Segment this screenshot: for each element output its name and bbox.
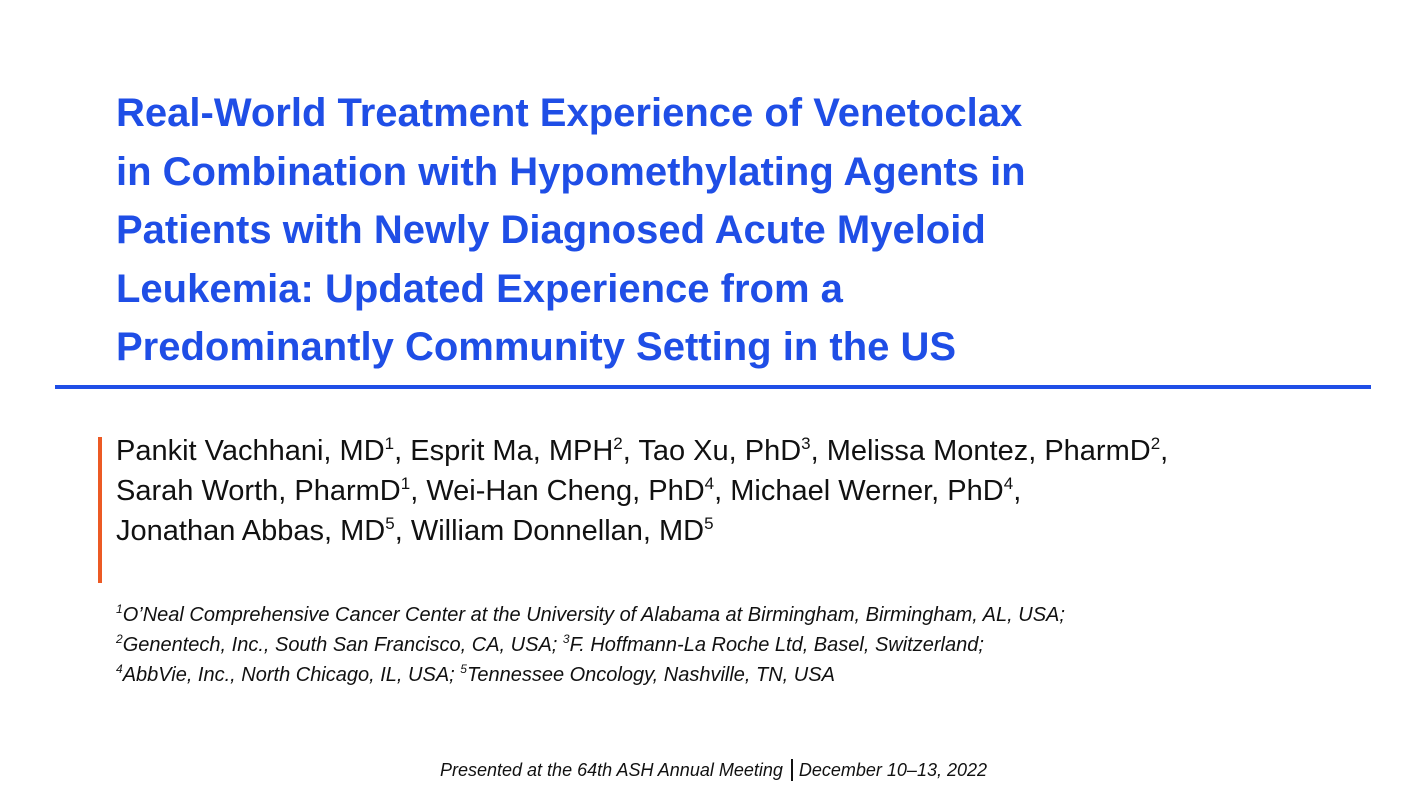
title-line: in Combination with Hypomethylating Agents in: [116, 149, 1026, 194]
author-name: Pankit Vachhani, MD: [116, 435, 385, 467]
affiliation-marker: 5: [704, 514, 714, 533]
author-separator: ,: [1013, 475, 1022, 507]
author-separator: ,: [810, 435, 827, 467]
authors-accent-bar: [98, 437, 102, 583]
title-line: Real-World Treatment Experience of Venetoclax: [116, 91, 1023, 135]
affiliation-number: 5: [460, 662, 467, 676]
presentation-footer: [0, 757, 1427, 783]
affiliation-marker: 5: [385, 514, 395, 533]
affiliation-list: [116, 600, 1366, 690]
author-separator: ,: [410, 475, 427, 507]
author-name: Wei-Han Cheng, PhD: [426, 475, 705, 507]
author-separator: ,: [714, 475, 731, 507]
author-separator: ,: [394, 435, 411, 467]
affiliation-marker: 1: [384, 434, 395, 453]
affiliation-marker: 4: [704, 474, 715, 493]
footer-separator: [791, 759, 793, 781]
slide-title: [116, 84, 1176, 377]
author-name: Melissa Montez, PharmD: [826, 435, 1151, 467]
author-separator: ,: [622, 435, 639, 467]
affiliation-marker: 2: [613, 434, 623, 453]
author-name: Tao Xu, PhD: [638, 435, 802, 467]
meeting-name: Presented at the 64th ASH Annual Meeting: [439, 760, 783, 780]
affiliation-number: 4: [116, 662, 123, 676]
affiliation-marker: 1: [400, 474, 411, 493]
author-name: Jonathan Abbas, MD: [116, 515, 386, 547]
affiliation-number: 1: [116, 602, 123, 616]
affiliation-line: [116, 600, 1366, 630]
author-name: Sarah Worth, PharmD: [116, 475, 401, 507]
title-divider: [55, 385, 1371, 389]
title-line: Leukemia: Updated Experience from a: [116, 266, 843, 311]
author-line: [116, 471, 1366, 511]
author-separator: ,: [394, 515, 411, 547]
title-line: Predominantly Community Setting in the US: [116, 325, 957, 369]
author-name: Michael Werner, PhD: [730, 475, 1004, 507]
affiliation-marker: 2: [1150, 434, 1161, 453]
affiliation-line: [116, 660, 1366, 690]
affiliation-marker: 4: [1003, 474, 1014, 493]
affiliation-text: F. Hoffmann-La Roche Ltd, Basel, Switzerland;: [569, 634, 984, 656]
author-line: [116, 431, 1366, 471]
author-list: [116, 431, 1366, 551]
affiliation-text: O’Neal Comprehensive Cancer Center at the University of Alabama at Birmingham, Birmingham, AL, USA;: [122, 604, 1065, 626]
affiliation-text: Tennessee Oncology, Nashville, TN, USA: [466, 664, 835, 686]
author-name: Esprit Ma, MPH: [410, 435, 614, 467]
affiliation-text: Genentech, Inc., South San Francisco, CA, USA;: [122, 634, 563, 656]
author-separator: ,: [1160, 435, 1169, 467]
title-line: Patients with Newly Diagnosed Acute Myeloid: [116, 208, 986, 252]
affiliation-number: 2: [116, 632, 123, 646]
author-name: William Donnellan, MD: [410, 515, 705, 547]
affiliation-line: [116, 630, 1366, 660]
affiliation-number: 3: [562, 632, 570, 646]
affiliation-text: AbbVie, Inc., North Chicago, IL, USA;: [122, 664, 461, 686]
author-line: [116, 511, 1366, 551]
affiliation-marker: 3: [801, 434, 811, 453]
meeting-dates: December 10–13, 2022: [798, 760, 988, 780]
